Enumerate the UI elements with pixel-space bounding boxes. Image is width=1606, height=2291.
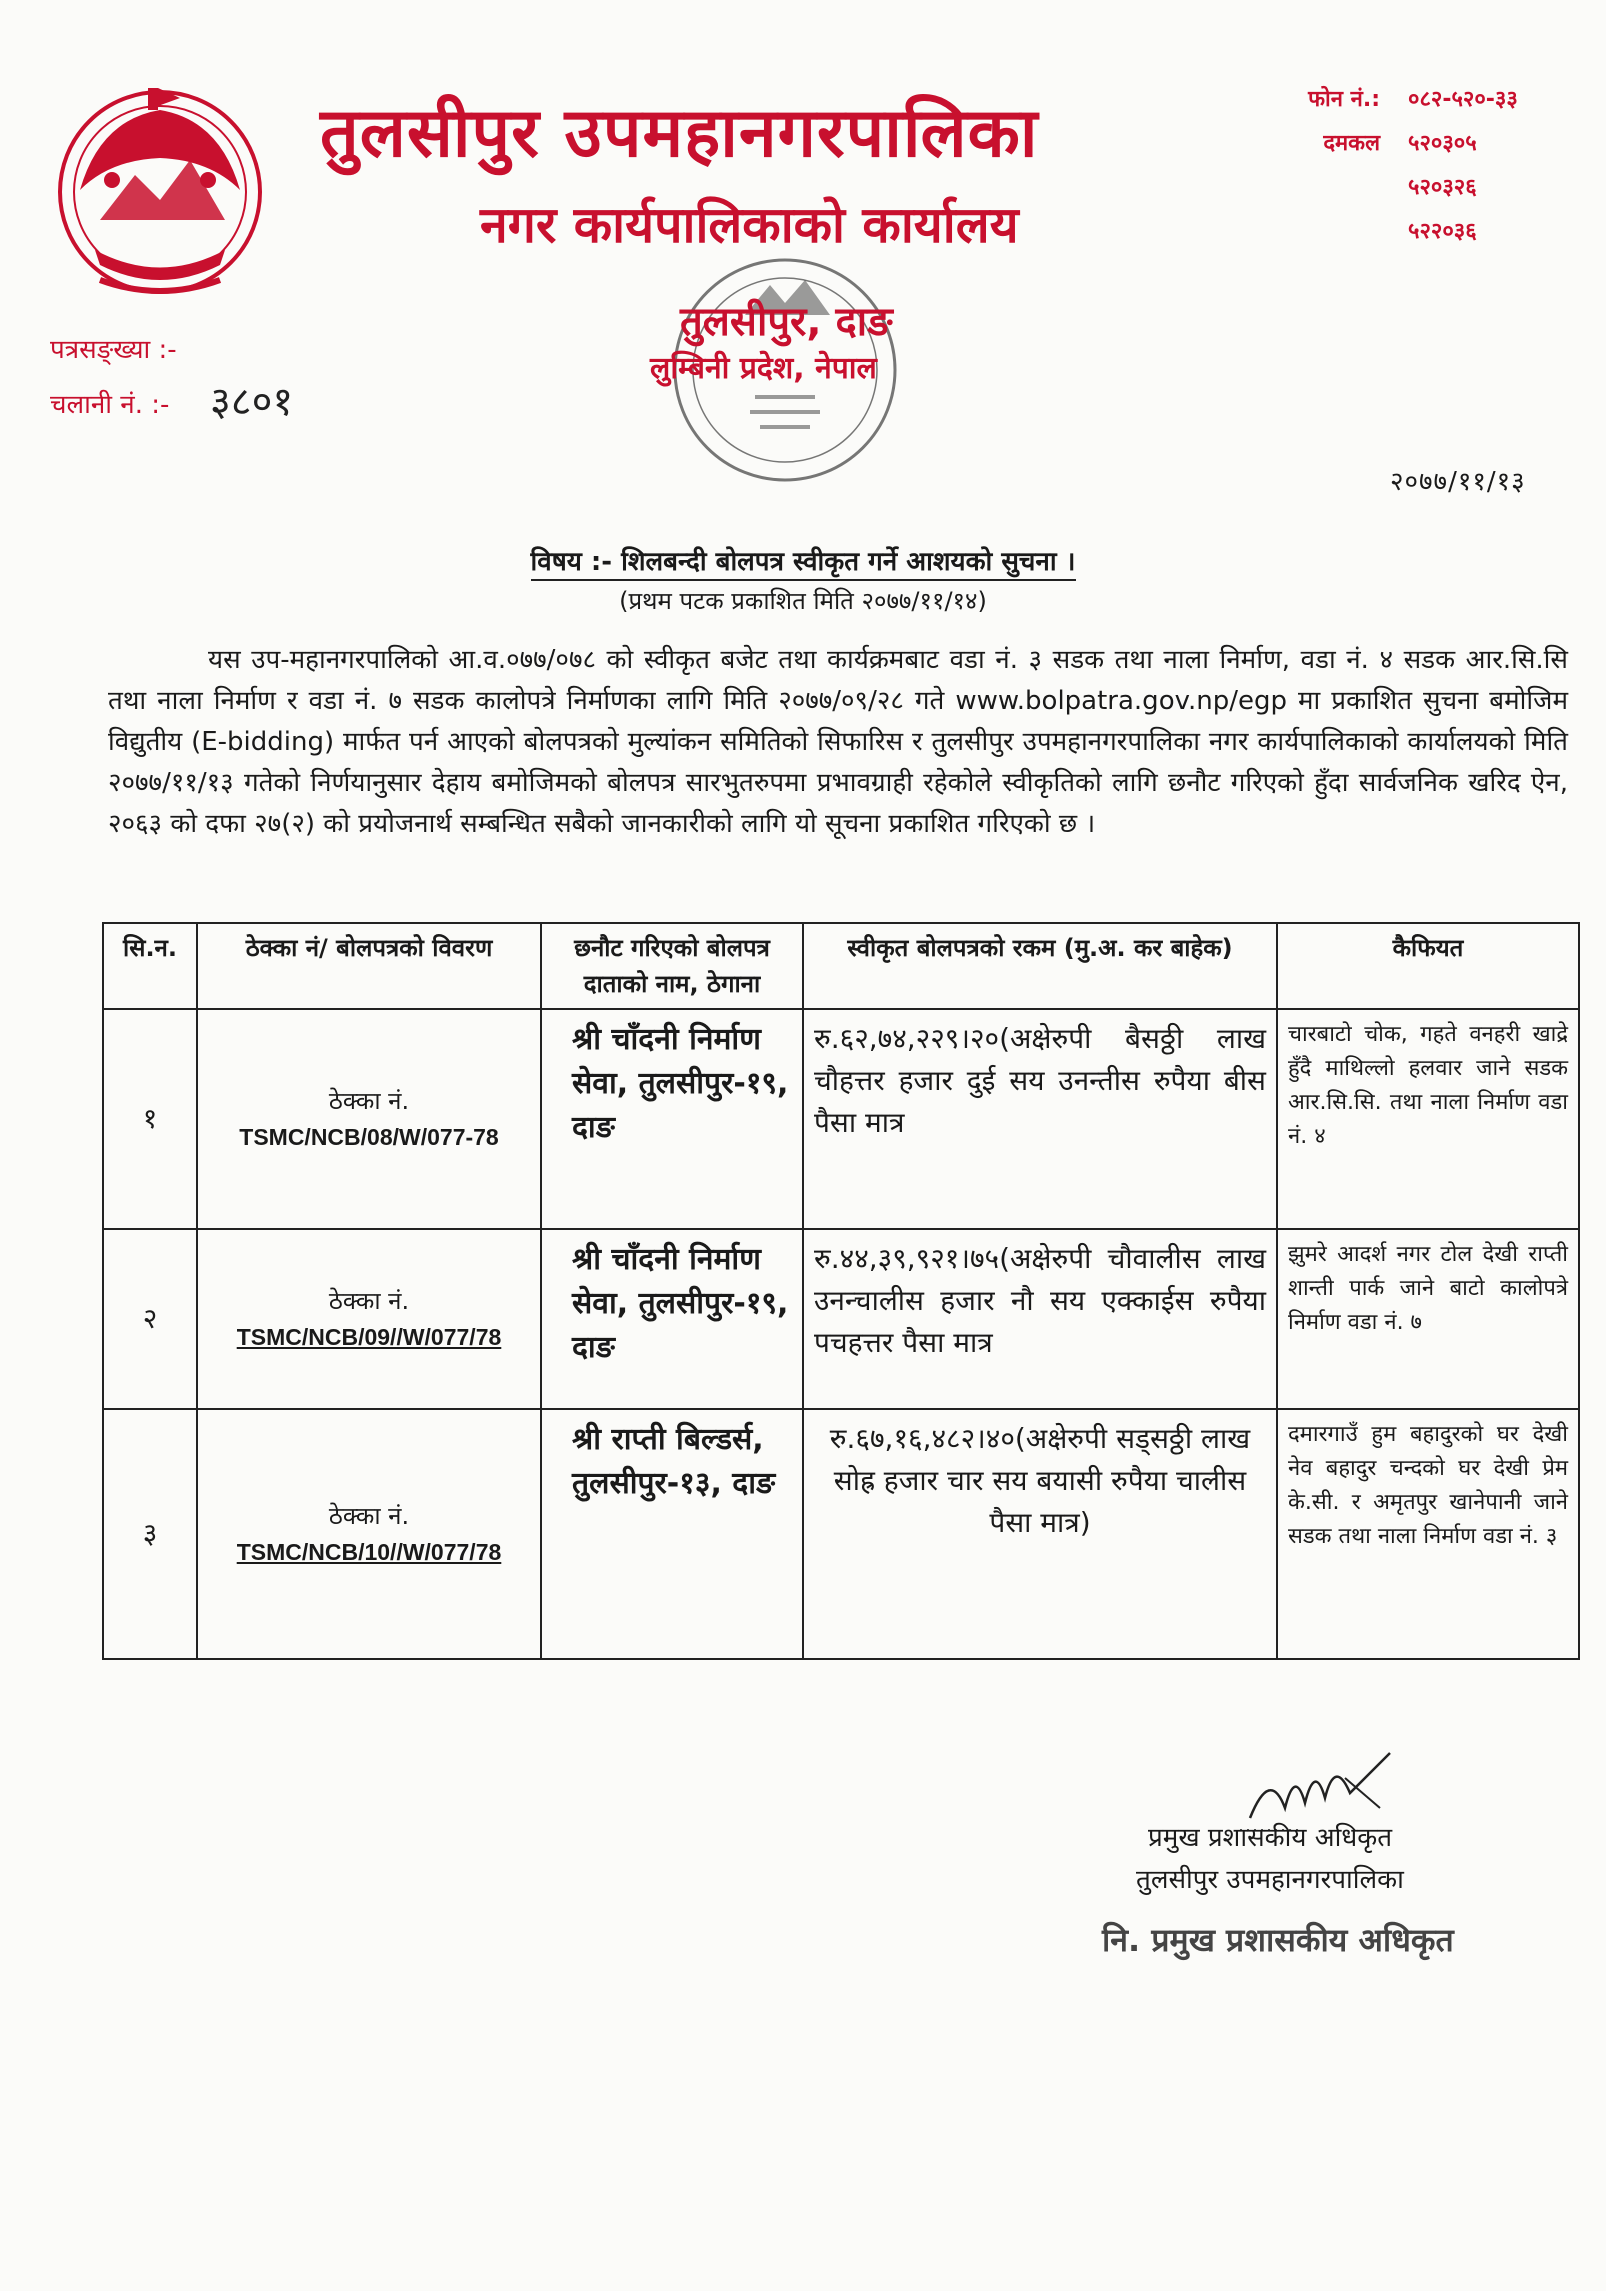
row-sn: ३ [103,1409,197,1659]
header-remarks: कैफियत [1277,923,1579,1009]
row-amount: रु.६२,७४,२२९।२०(अक्षेरुपी बैसठ्ठी लाख चौहत्तर हजार दुई सय उनन्तीस रुपैया बीस पैसा मात्र [803,1009,1277,1229]
contract-number: TSMC/NCB/08/W/077-78 [239,1124,499,1150]
row-remarks: दमारगाउँ हुम बहादुरको घर देखी नेव बहादुर चन्दको घर देखी प्रेम के.सी. र अमृतपुर खानेपानी जाने सडक तथा नाला निर्माण वडा नं. ३ [1277,1409,1579,1659]
fire-row [1288,210,1518,254]
contract-label: ठेक्का नं. [328,1087,410,1115]
header-amount: स्वीकृत बोलपत्रको रकम (मु.अ. कर बाहेक) [803,923,1277,1009]
signatory-title: प्रमुख प्रशासकीय अधिकृत [1148,1823,1393,1853]
fire-number: ५२०३२६ [1408,175,1477,200]
table-header-row [103,923,1579,1009]
phone-label: फोन नं.: [1308,87,1380,112]
row-contract [197,1409,541,1659]
first-publication-date: (प्रथम पटक प्रकाशित मिति २०७७/११/१४) [619,587,987,615]
row-contract [197,1009,541,1229]
fire-label: दमकल [1323,131,1380,156]
acting-officer-stamp: नि. प्रमुख प्रशासकीय अधिकृत [1102,1921,1454,1959]
table-row [103,1229,1579,1409]
row-sn: १ [103,1009,197,1229]
phone-row [1288,78,1518,122]
row-amount: रु.४४,३९,९२१।७५(अक्षेरुपी चौवालीस लाख उनन्चालीस हजार नौ सय एक्काईस रुपैया पचहत्तर पैसा मात्र [803,1229,1277,1409]
phone-number: ०८२-५२०-३३ [1408,87,1518,112]
row-sn: २ [103,1229,197,1409]
office-subtitle: नगर कार्यपालिकाको कार्यालय [480,196,1019,254]
row-bidder: श्री राप्ती बिल्डर्स, तुलसीपुर-१३, दाङ [541,1409,803,1659]
table-row [103,1009,1579,1229]
fire-number: ५२२०३६ [1408,219,1477,244]
fire-row [1288,166,1518,210]
fire-number: ५२०३०५ [1408,131,1477,156]
contract-label: ठेक्का नं. [328,1287,410,1315]
dispatch-no-value: ३८०१ [210,379,294,425]
contract-number: TSMC/NCB/09//W/077/78 [236,1324,502,1350]
row-amount: रु.६७,१६,४८२।४०(अक्षेरुपी सड्सठ्ठी लाख सोह्र हजार चार सय बयासी रुपैया चालीस पैसा मात्र) [803,1409,1277,1659]
stamp-province: लुम्बिनी प्रदेश, नेपाल [650,351,877,386]
office-name: तुलसीपुर उपमहानगरपालिका [320,94,1039,173]
letter-no-label: पत्रसङ्ख्या :- [50,335,177,365]
stamp-place: तुलसीपुर, दाङ [680,299,893,345]
contract-number: TSMC/NCB/10//W/077/78 [236,1539,502,1565]
subject-text: विषय :- शिलबन्दी बोलपत्र स्वीकृत गर्ने आशयको सुचना । [531,547,1076,581]
row-remarks: चारबाटो चोक, गहते वनहरी खाद्रे हुँदै माथिल्लो हलवार जाने सडक आर.सि.सि. तथा नाला निर्माण वडा नं. ४ [1277,1009,1579,1229]
header-sn: सि.न. [103,923,197,1009]
header-contract: ठेक्का नं/ बोलपत्रको विवरण [197,923,541,1009]
row-bidder: श्री चाँदनी निर्माण सेवा, तुलसीपुर-१९, दाङ [541,1009,803,1229]
row-contract [197,1229,541,1409]
row-bidder: श्री चाँदनी निर्माण सेवा, तुलसीपुर-१९, दाङ [541,1229,803,1409]
approved-bids-table [102,922,1580,1660]
letter-date: २०७७/११/१३ [1390,467,1526,497]
fire-row [1288,122,1518,166]
row-remarks: झुमरे आदर्श नगर टोल देखी राप्ती शान्ती पार्क जाने बाटो कालोपत्रे निर्माण वडा नं. ७ [1277,1229,1579,1409]
table-row [103,1409,1579,1659]
notice-body: यस उप-महानगरपालिको आ.व.०७७/०७८ को स्वीकृत बजेट तथा कार्यक्रमबाट वडा नं. ३ सडक तथा नाला निर्माण, वडा नं. ४ सडक आर.सि.सि तथा नाला निर्माण र वडा नं. ७ सडक कालोपत्रे निर्माणका लागि मिति २०७७/०९/२८ गते www.bolpatra.gov.np/egp मा प्रकाशित सुचना बमोजिम विद्युतीय (E-bidding) मार्फत पर्न आएको बोलपत्रको मुल्यांकन समितिको सिफारिस र तुलसीपुर उपमहानगरपालिका नगर कार्यपालिकाको कार्यालयको मिति २०७७/११/१३ गतेको निर्णयानुसार देहाय बमोजिमको बोलपत्र सारभुतरुपमा प्रभावग्राही रहेकोले स्वीकृतिको लागि छनौट गरिएको हुँदा सार्वजनिक खरिद ऐन, २०६३ को दफा २७(२) को प्रयोजनार्थ सम्बन्धित सबैको जानकारीको लागि यो सूचना प्रकाशित गरिएको छ । [108,645,1568,839]
contact-block [1288,78,1518,254]
subject-line [0,542,1606,578]
header-bidder: छनौट गरिएको बोलपत्र दाताको नाम, ठेगाना [541,923,803,1009]
contract-label: ठेक्का नं. [328,1502,410,1530]
dispatch-no-label: चलानी नं. :- [50,390,170,420]
nepal-emblem-icon [40,80,280,310]
signatory-office: तुलसीपुर उपमहानगरपालिका [1136,1865,1404,1895]
